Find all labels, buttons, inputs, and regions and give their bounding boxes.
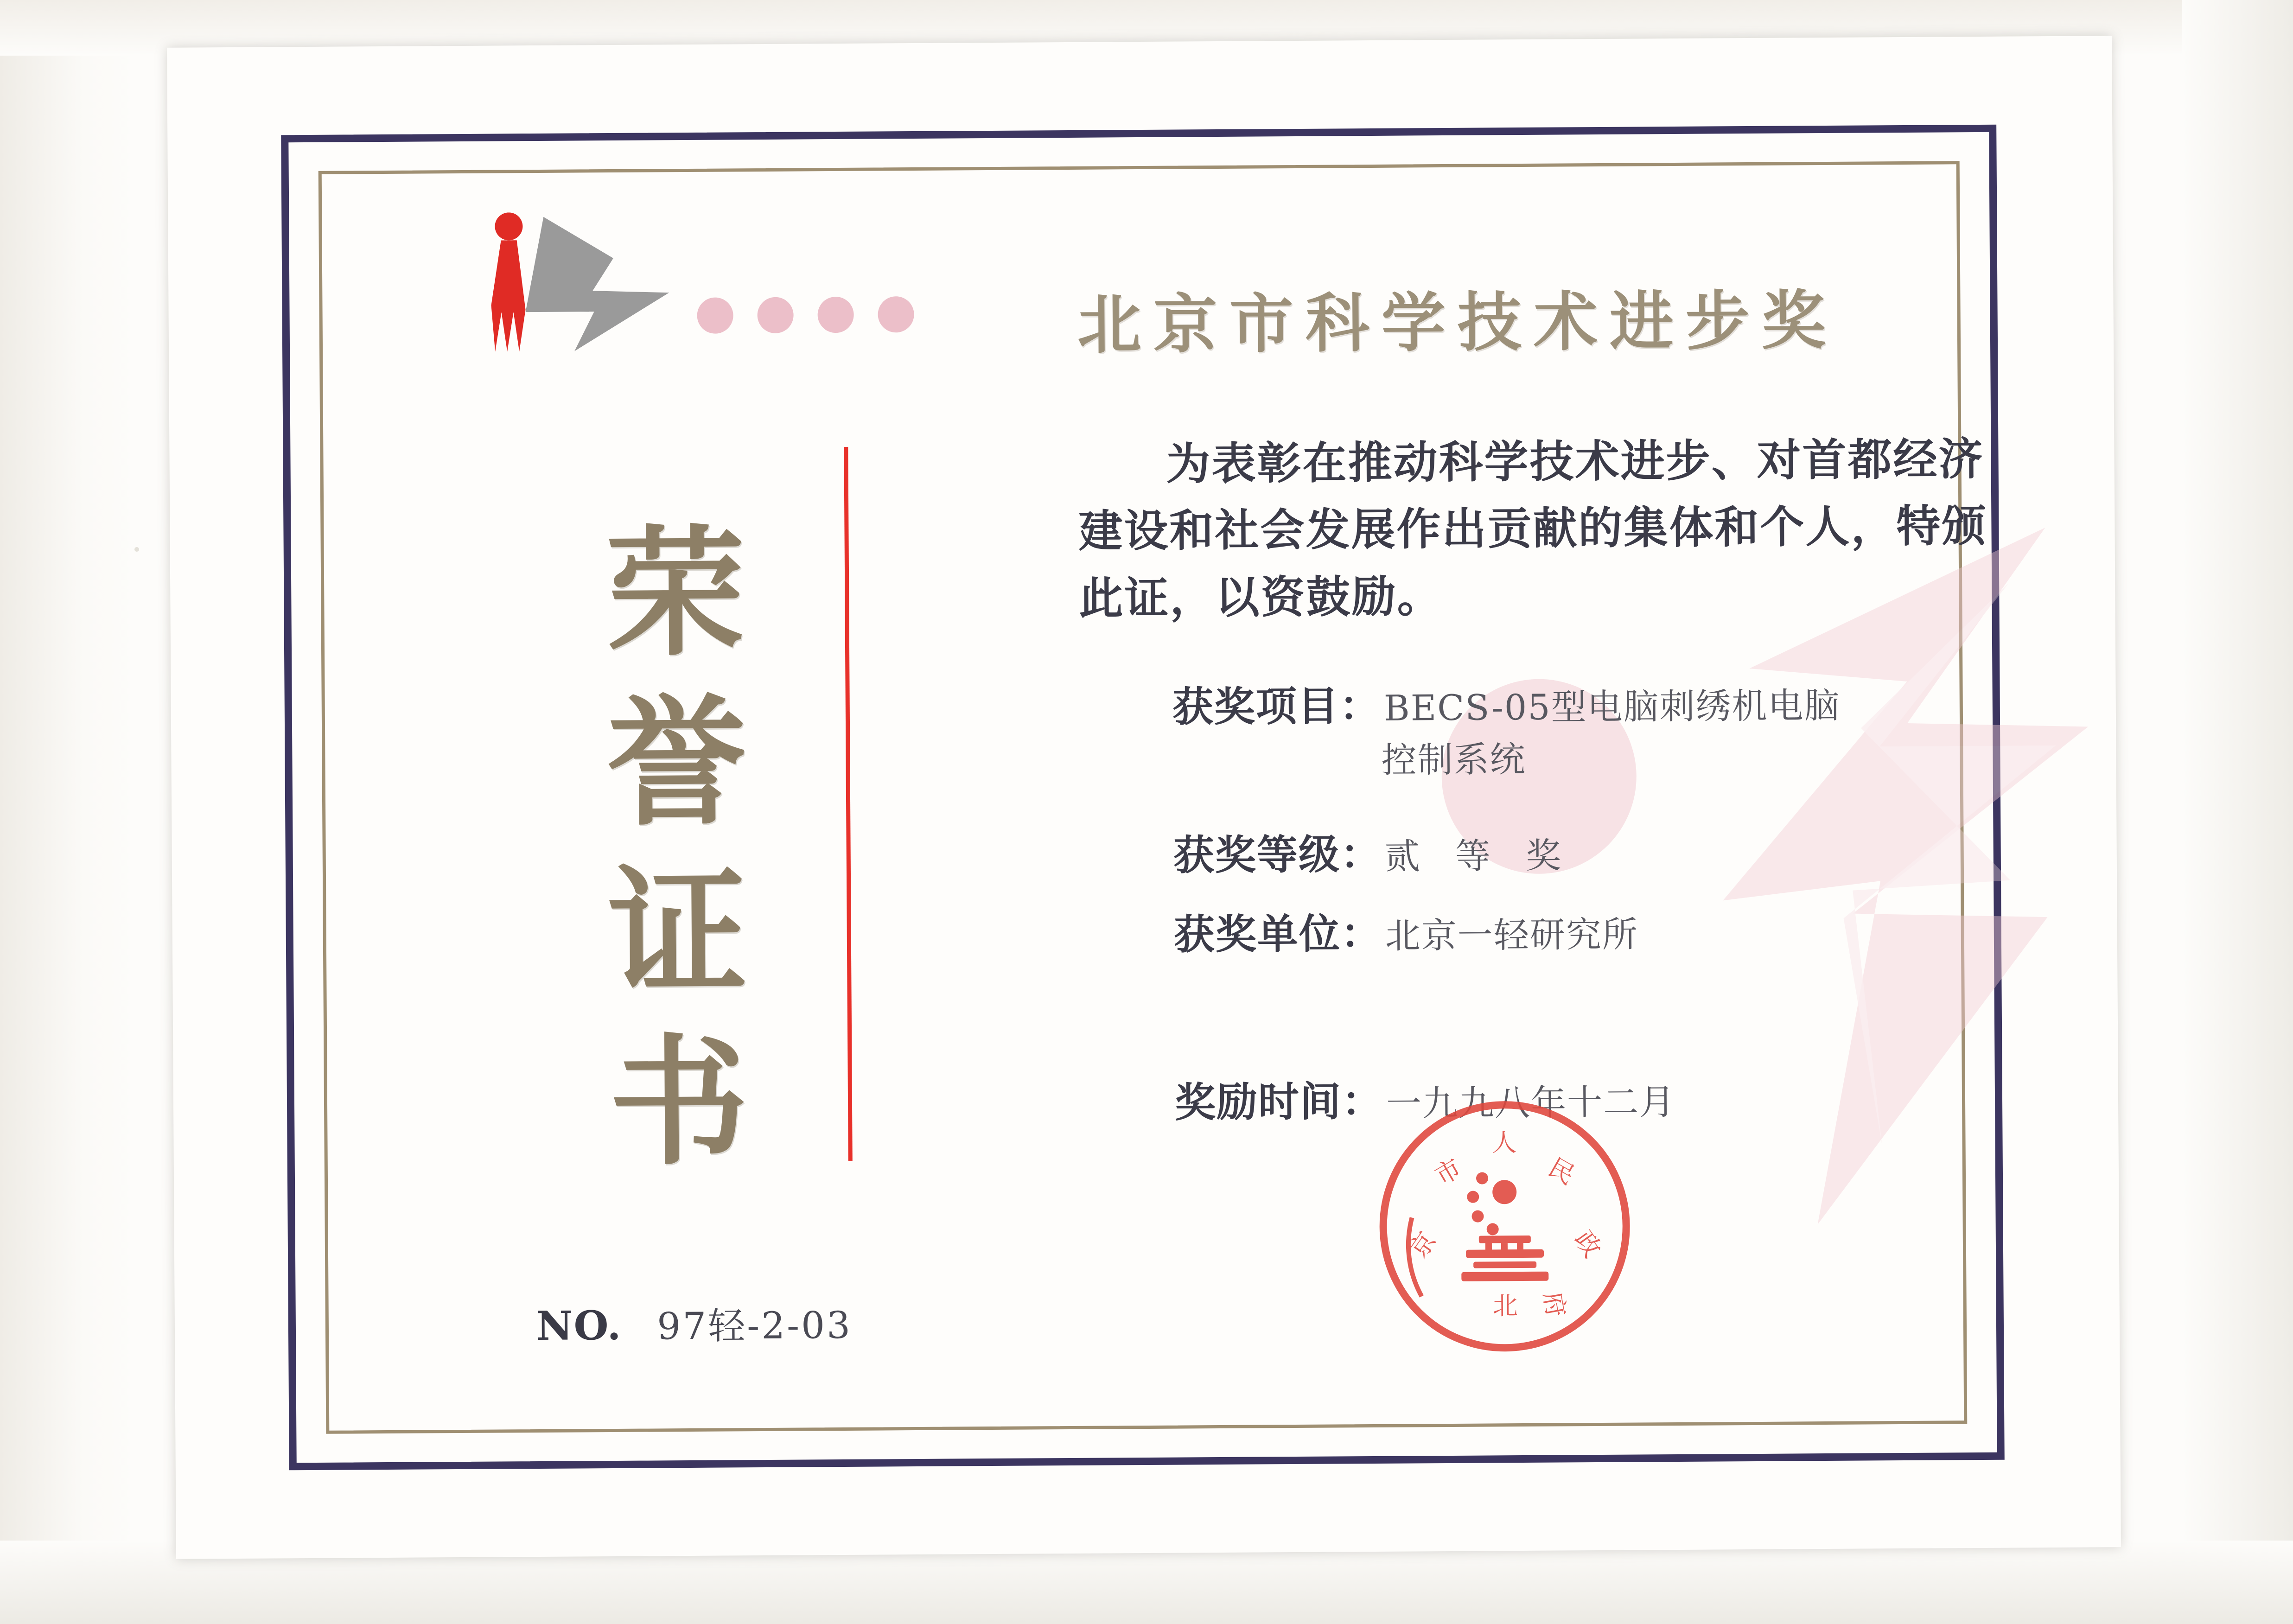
logo-dot <box>817 297 854 333</box>
svg-text:民: 民 <box>1543 1152 1580 1191</box>
official-seal-icon <box>1374 1096 1635 1357</box>
field-value-level: 贰 等 奖 <box>1384 834 1573 877</box>
field-row-project <box>1172 676 2053 785</box>
red-vertical-rule <box>844 447 852 1161</box>
logo-dot <box>878 296 914 332</box>
field-value-date: 一九九八年十二月 <box>1386 1081 1676 1125</box>
svg-text:市: 市 <box>1430 1153 1466 1191</box>
field-value-project-line2: 控制系统 <box>1381 738 1526 781</box>
logo-dot <box>697 297 733 333</box>
award-headline: 北京市科学技术进步奖 <box>1077 282 1838 363</box>
certificate-card <box>167 36 2121 1559</box>
vertical-title: 荣誉证书 <box>605 510 749 1185</box>
logo-dots <box>697 293 920 337</box>
field-value-unit: 北京一轻研究所 <box>1385 913 1639 957</box>
scan-edge-right <box>2182 0 2293 1624</box>
field-label-unit: 获奖单位： <box>1173 909 1383 959</box>
svg-text:北: 北 <box>1492 1291 1518 1321</box>
field-value-project: BECS-05型电脑刺绣机电脑 <box>1383 684 1841 729</box>
serial-value: 97轻-2-03 <box>657 1303 853 1348</box>
serial-number-line <box>536 1295 853 1350</box>
svg-text:政: 政 <box>1568 1225 1607 1263</box>
field-row-level <box>1173 824 2054 881</box>
certificate-content <box>167 36 2121 1559</box>
svg-text:府: 府 <box>1538 1289 1571 1319</box>
field-label-project: 获奖项目： <box>1172 681 1382 731</box>
award-body-text: 为表彰在推动科学技术进步、对首都经济建设和社会发展作出贡献的集体和个人，特颁此证，以资鼓励。 <box>1078 433 1987 624</box>
scan-speck <box>134 547 139 552</box>
field-label-date: 奖励时间： <box>1174 1077 1384 1127</box>
bird-arrow-logo-icon <box>474 211 669 366</box>
field-label-level: 获奖等级： <box>1173 829 1382 879</box>
scan-edge-left <box>0 0 139 1624</box>
field-row-unit <box>1173 904 2055 961</box>
svg-text:人: 人 <box>1491 1128 1517 1158</box>
serial-label: NO. <box>536 1302 622 1350</box>
award-fields <box>1172 676 2056 1156</box>
logo-dot <box>757 297 793 333</box>
svg-text:京: 京 <box>1403 1226 1442 1264</box>
